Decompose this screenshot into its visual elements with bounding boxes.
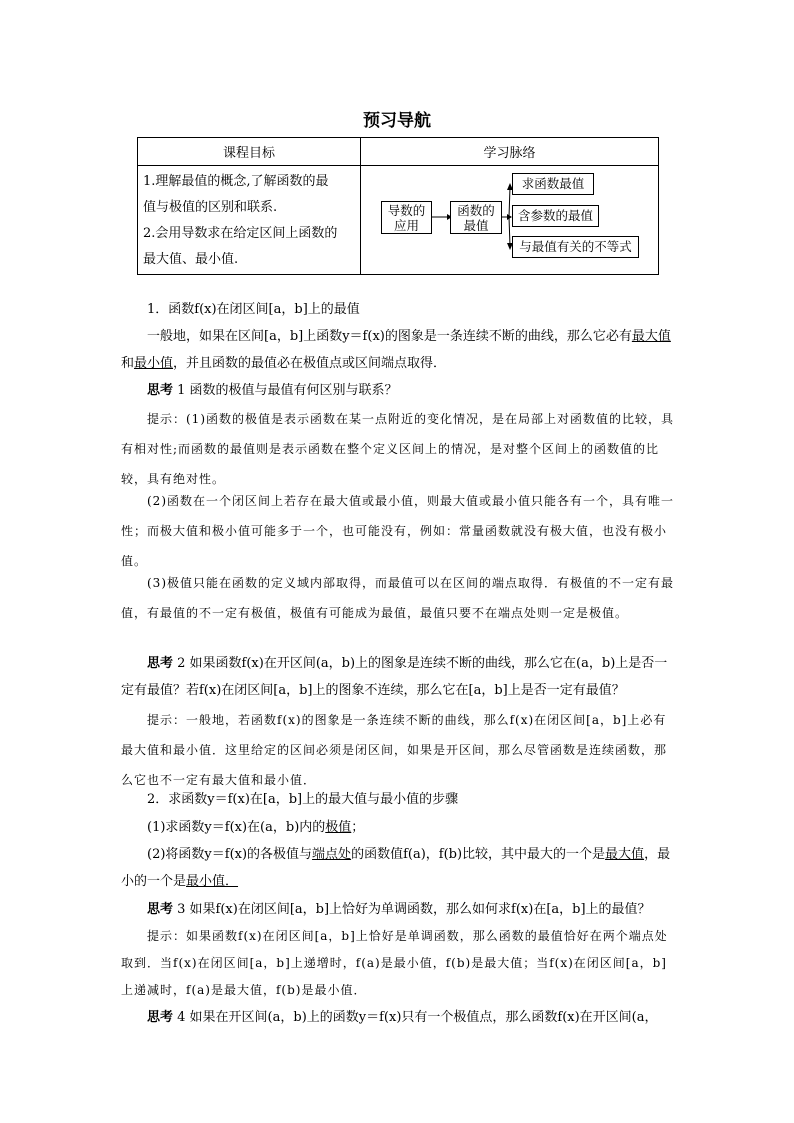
section-1-body: 一般地，如果在区间[a，b]上函数y＝f(x)的图象是一条连续不断的曲线，那么它必有最大值和最小值，并且函数的最值必在极值点或区间端点取得．: [121, 329, 671, 371]
flow-node-derivative-application: 导数的 应用: [381, 201, 432, 234]
tip-1-part-2: (2)函数在一个闭区间上若存在最大值或最小值，则最大值或最小值只能各有一个，具有唯一性；而极大值和极小值可能多于一个，也可能没有，例如：常量函数就没有极大值，也没有极小值。: [121, 494, 675, 568]
flow-cell: [361, 166, 659, 275]
underline-min: 最小值: [134, 356, 174, 371]
tip-1-part-3: (3)极值只能在函数的定义域内部取得，而最值可以在区间的端点取得．有极值的不一定有最值，有最值的不一定有极值，极值有可能成为最值，最值只要不在端点处则一定是极值。: [121, 576, 675, 620]
tip-2: 提示：一般地，若函数f(x)的图象是一条连续不断的曲线，那么f(x)在闭区间[a，b]上必有最大值和最小值．这里给定的区间必须是闭区间，如果是开区间，那么尽管函数是连续函数，那么它也不一定有最大值和最小值．: [121, 713, 668, 787]
think-2: 思考 2 如果函数f(x)在开区间(a，b)上的图象是连续不断的曲线，那么它在(a，b)上是否一定有最值？若f(x)在闭区间[a，b]上的图象不连续，那么它在[a，b]上是否一定有最值？: [121, 656, 668, 698]
underline-max: 最大值: [631, 329, 671, 344]
tip-3: 提示：如果函数f(x)在闭区间[a，b]上恰好是单调函数，那么函数的最值恰好在两个端点处取到．当f(x)在闭区间[a，b]上递增时，f(a)是最小值，f(b)是最大值；当f(x)在闭区间[a，b]上递减时，f(a)是最大值，f(b)是最小值．: [121, 929, 668, 997]
section-1-heading: 1．函数f(x)在闭区间[a，b]上的最值: [147, 302, 360, 317]
goal-2-line-2: 最大值、最小值.: [143, 252, 239, 267]
underline-extremum: 极值: [325, 820, 352, 835]
objectives-table: [137, 137, 659, 275]
think-3-label: 思考: [147, 902, 174, 917]
think-1: 思考 1 函数的极值与最值有何区别与联系？: [147, 383, 398, 398]
goals-header: 课程目标: [138, 138, 361, 166]
think-4-label: 思考: [147, 1010, 174, 1025]
flow-branch-find-extrema: 求函数最值: [512, 173, 594, 195]
underline-endpoint: 端点处: [312, 847, 352, 862]
flow-branch-inequality: 与最值有关的不等式: [512, 236, 639, 258]
flow-node-function-extrema: 函数的 最值: [450, 201, 502, 234]
goal-2-line-1: 2.会用导数求在给定区间上函数的: [143, 226, 338, 241]
underline-max-value: 最大值: [605, 847, 645, 862]
goal-1-line-1: 1.理解最值的概念,了解函数的最: [143, 174, 329, 189]
think-2-label: 思考: [147, 656, 174, 671]
think-1-label: 思考: [147, 383, 174, 398]
think-4: 思考 4 如果在开区间(a，b)上的函数y＝f(x)只有一个极值点，那么函数f(x)在开区间(a，: [147, 1010, 658, 1025]
flow-branch-parametric-extrema: 含参数的最值: [512, 205, 599, 227]
underline-min-value: 最小值．: [186, 874, 239, 889]
section-2-heading: 2．求函数y＝f(x)在[a，b]上的最大值与最小值的步骤: [147, 792, 459, 807]
tip-1-part-1: 提示：(1)函数的极值是表示函数在某一点附近的变化情况，是在局部上对函数值的比较，具有相对性;而函数的最值则是表示函数在整个定义区间上的情况，是对整个区间上的函数值的比较，具有绝对性。: [121, 412, 675, 486]
goals-cell: [138, 166, 361, 275]
flow-header: 学习脉络: [361, 138, 659, 166]
think-3: 思考 3 如果f(x)在闭区间[a，b]上恰好为单调函数，那么如何求f(x)在[a，b]上的最值？: [147, 902, 651, 917]
section-2-step-2: (2)将函数y＝f(x)的各极值与端点处的函数值f(a)，f(b)比较，其中最大的一个是最大值，最小的一个是最小值．: [121, 847, 671, 889]
goal-1-line-2: 值与极值的区别和联系.: [143, 200, 278, 215]
section-2-step-1: (1)求函数y＝f(x)在(a，b)内的极值；: [147, 820, 365, 835]
page-title: 预习导航: [363, 111, 431, 131]
